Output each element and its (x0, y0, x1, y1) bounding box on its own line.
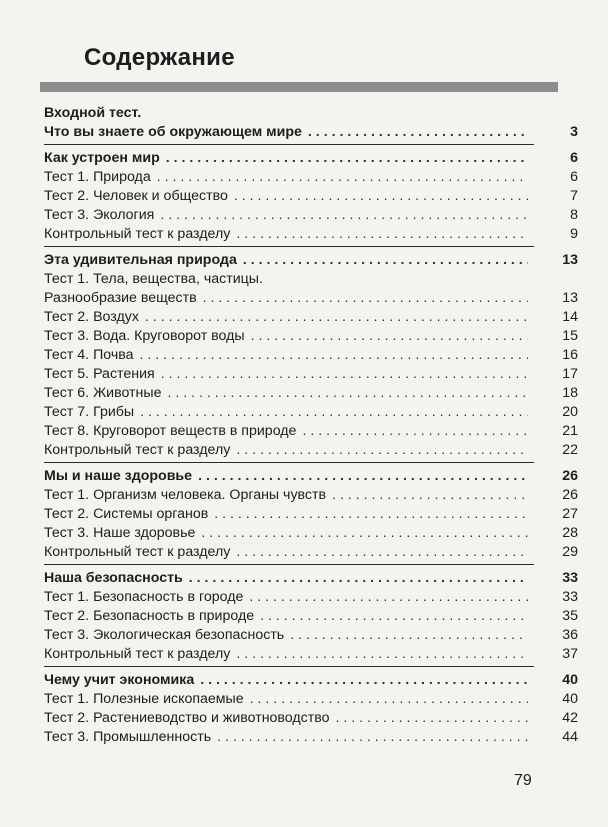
dot-leader (140, 403, 528, 422)
toc-entry-row (44, 505, 578, 524)
toc-entry-row (44, 441, 578, 460)
toc-entry-title: Тест 4. Почва (44, 347, 134, 363)
toc-entry-title: Как устроен мир (44, 150, 160, 166)
toc-entry-title: Тест 3. Промышленность (44, 729, 212, 745)
dot-leader (200, 671, 528, 690)
toc-entry-title: Тест 2. Системы органов (44, 506, 209, 522)
toc-section-title-row (44, 251, 578, 270)
toc-entry-page: 17 (562, 366, 578, 382)
toc-entry-row (44, 607, 578, 626)
dot-leader (189, 569, 528, 588)
toc-entry-page: 37 (562, 646, 578, 662)
toc-entry-title: Что вы знаете об окружающем мире (44, 124, 302, 140)
toc-entry-row (44, 225, 578, 244)
dot-leader (166, 149, 528, 168)
dot-leader (167, 384, 528, 403)
toc-entry-page: 21 (562, 423, 578, 439)
toc-entry-title: Тест 7. Грибы (44, 404, 135, 420)
toc-entry-title: Тест 3. Наше здоровье (44, 525, 196, 541)
toc-entry-row (44, 289, 578, 308)
page-heading: Содержание (84, 44, 235, 71)
toc-entry-title: Тест 1. Организм человека. Органы чувств (44, 487, 327, 503)
toc-entry-title: Тест 8. Круговорот веществ в природе (44, 423, 297, 439)
toc-entry-page: 26 (562, 468, 578, 484)
toc-entry-page: 44 (562, 729, 578, 745)
toc-section (44, 144, 578, 246)
toc-entry-page: 15 (562, 328, 578, 344)
toc-entry-title: Тест 3. Экологическая безопасность (44, 627, 285, 643)
toc-entry-row (44, 206, 578, 225)
page-number: 79 (514, 772, 532, 789)
toc-entry-row (44, 690, 578, 709)
toc-entry-page: 28 (562, 525, 578, 541)
toc-section-title-row (44, 569, 578, 588)
dot-leader (236, 543, 528, 562)
toc-entry-page: 36 (562, 627, 578, 643)
toc-entry-row (44, 709, 578, 728)
toc-entry-page: 29 (562, 544, 578, 560)
toc-entry-page: 3 (570, 124, 578, 140)
toc-entry-title: Контрольный тест к разделу (44, 226, 231, 242)
toc-entry-page: 9 (570, 226, 578, 242)
dot-leader (249, 588, 528, 607)
toc-section-title-row (44, 123, 578, 142)
toc-entry-page: 35 (562, 608, 578, 624)
table-of-contents (44, 104, 578, 749)
toc-entry-row (44, 346, 578, 365)
toc-entry-page: 20 (562, 404, 578, 420)
toc-entry-page: 27 (562, 506, 578, 522)
toc-entry-row (44, 187, 578, 206)
toc-section-title-row (44, 671, 578, 690)
toc-entry-page: 18 (562, 385, 578, 401)
dot-leader (302, 422, 528, 441)
dot-leader (290, 626, 528, 645)
toc-entry-title: Эта удивительная природа (44, 252, 237, 268)
toc-section-title-row (44, 104, 534, 123)
toc-entry-title: Тест 1. Природа (44, 169, 151, 185)
dot-leader (251, 327, 528, 346)
toc-entry-title: Тест 1. Безопасность в городе (44, 589, 244, 605)
dot-leader (217, 728, 528, 747)
toc-entry-page: 42 (562, 710, 578, 726)
toc-section (44, 666, 578, 749)
toc-entry-title: Наша безопасность (44, 570, 183, 586)
dot-leader (201, 524, 528, 543)
toc-entry-page: 22 (562, 442, 578, 458)
dot-leader (234, 187, 528, 206)
dot-leader (236, 645, 528, 664)
toc-entry-row (44, 365, 578, 384)
dot-leader (145, 308, 528, 327)
toc-entry-title: Чему учит экономика (44, 672, 195, 688)
toc-entry-row (44, 645, 578, 664)
toc-entry-row (44, 626, 578, 645)
toc-entry-page: 16 (562, 347, 578, 363)
toc-section (44, 246, 578, 462)
toc-entry-row (44, 270, 534, 289)
toc-entry-page: 6 (570, 150, 578, 166)
toc-entry-page: 40 (562, 691, 578, 707)
toc-entry-title: Входной тест. (44, 105, 142, 121)
toc-entry-row (44, 486, 578, 505)
toc-section (44, 564, 578, 666)
dot-leader (236, 225, 528, 244)
toc-entry-row (44, 308, 578, 327)
toc-entry-page: 13 (562, 252, 578, 268)
dot-leader (250, 690, 528, 709)
toc-entry-title: Тест 1. Тела, вещества, частицы. (44, 271, 263, 287)
dot-leader (336, 709, 528, 728)
toc-entry-row (44, 588, 578, 607)
toc-entry-title: Тест 2. Человек и общество (44, 188, 228, 204)
toc-entry-title: Тест 6. Животные (44, 385, 162, 401)
heading-rule (40, 82, 558, 92)
toc-entry-row (44, 168, 578, 187)
toc-entry-row (44, 327, 578, 346)
toc-entry-page: 33 (562, 570, 578, 586)
toc-entry-page: 7 (570, 188, 578, 204)
toc-entry-page: 13 (562, 290, 578, 306)
toc-entry-title: Тест 1. Полезные ископаемые (44, 691, 244, 707)
dot-leader (160, 206, 528, 225)
toc-entry-title: Тест 2. Безопасность в природе (44, 608, 255, 624)
dot-leader (236, 441, 528, 460)
dot-leader (243, 251, 528, 270)
toc-section-title-row (44, 149, 578, 168)
toc-entry-title: Контрольный тест к разделу (44, 544, 231, 560)
toc-entry-row (44, 543, 578, 562)
toc-section (44, 104, 578, 144)
dot-leader (140, 346, 528, 365)
dot-leader (308, 123, 528, 142)
toc-entry-title: Тест 2. Воздух (44, 309, 139, 325)
toc-entry-title: Тест 2. Растениеводство и животноводство (44, 710, 330, 726)
toc-entry-row (44, 728, 578, 747)
dot-leader (203, 289, 528, 308)
toc-entry-row (44, 422, 578, 441)
toc-entry-row (44, 403, 578, 422)
toc-entry-page: 26 (562, 487, 578, 503)
toc-entry-title: Тест 3. Экология (44, 207, 155, 223)
dot-leader (161, 365, 528, 384)
toc-entry-row (44, 384, 578, 403)
toc-entry-title: Контрольный тест к разделу (44, 442, 231, 458)
toc-entry-page: 40 (562, 672, 578, 688)
toc-entry-title: Мы и наше здоровье (44, 468, 193, 484)
toc-entry-row (44, 524, 578, 543)
toc-entry-page: 14 (562, 309, 578, 325)
toc-section (44, 462, 578, 564)
toc-entry-page: 6 (570, 169, 578, 185)
toc-entry-title: Разнообразие веществ (44, 290, 197, 306)
toc-entry-title: Тест 3. Вода. Круговорот воды (44, 328, 245, 344)
toc-entry-page: 33 (562, 589, 578, 605)
dot-leader (157, 168, 528, 187)
dot-leader (214, 505, 528, 524)
toc-entry-title: Контрольный тест к разделу (44, 646, 231, 662)
dot-leader (332, 486, 528, 505)
toc-entry-title: Тест 5. Растения (44, 366, 155, 382)
dot-leader (260, 607, 528, 626)
toc-entry-page: 8 (570, 207, 578, 223)
toc-section-title-row (44, 467, 578, 486)
dot-leader (198, 467, 528, 486)
